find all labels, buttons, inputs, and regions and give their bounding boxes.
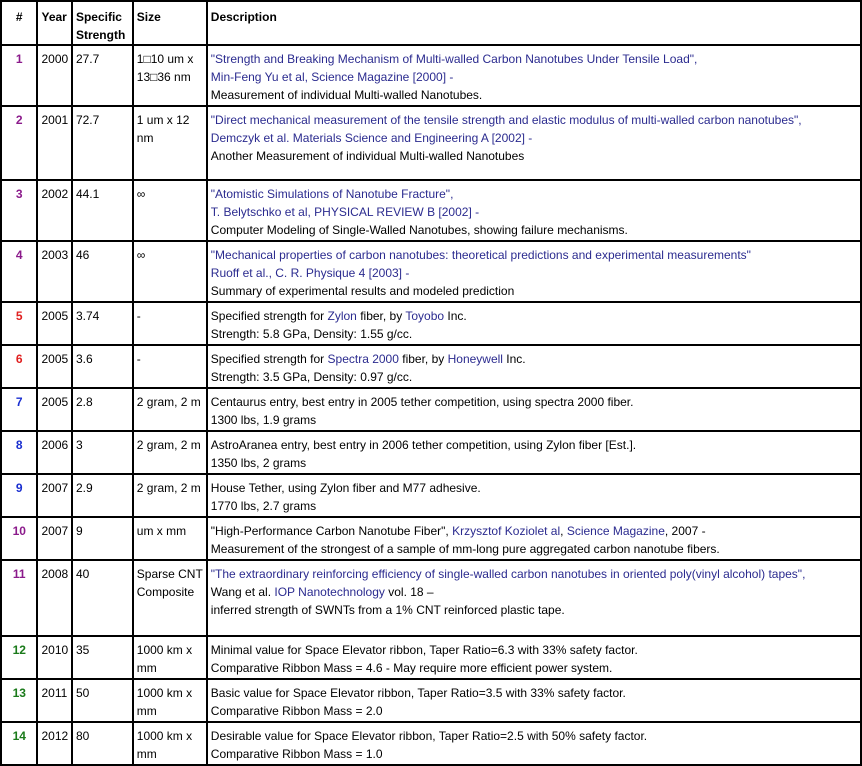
row-size: Sparse CNT Composite [134, 561, 206, 635]
citation-link[interactable]: Ruoff et al., C. R. Physique 4 [2003] - [210, 266, 410, 280]
row-strength: 3.74 [73, 303, 132, 344]
row-description [208, 680, 860, 721]
header-year: Year [38, 2, 70, 44]
table-row [2, 181, 860, 240]
description-text: Computer Modeling of Single-Walled Nanotubes, showing failure mechanisms. [210, 223, 628, 237]
row-number: 13 [2, 680, 36, 721]
row-size: 2 gram, 2 m [134, 475, 206, 516]
description-text: Specified strength for [210, 352, 328, 366]
row-strength: 50 [73, 680, 132, 721]
row-year: 2007 [38, 475, 70, 516]
description-line [211, 307, 857, 325]
citation-link[interactable]: Demczyk et al. Materials Science and Engineering A [2002] - [210, 131, 533, 145]
row-strength: 9 [73, 518, 132, 559]
row-year: 2005 [38, 346, 70, 387]
row-size: ∞ [134, 181, 206, 240]
description-text: vol. 18 – [384, 585, 434, 599]
description-line [211, 350, 857, 368]
citation-link[interactable]: Min-Feng Yu et al, Science Magazine [2000] - [210, 70, 454, 84]
row-strength: 2.8 [73, 389, 132, 430]
row-description [208, 561, 860, 635]
header-size: Size [134, 2, 206, 44]
description-text: "High-Performance Carbon Nanotube Fiber", [210, 524, 453, 538]
description-text: , 2007 - [664, 524, 706, 538]
description-text: Measurement of individual Multi-walled Nanotubes. [210, 88, 483, 102]
journal-link[interactable]: Science Magazine [566, 524, 665, 538]
citation-link[interactable]: T. Belytschko et al, PHYSICAL REVIEW B [2002] - [210, 205, 480, 219]
row-size: 1000 km x mm [134, 680, 206, 721]
row-description [208, 518, 860, 559]
row-strength: 2.9 [73, 475, 132, 516]
manufacturer-link[interactable]: Toyobo [405, 309, 445, 323]
material-link[interactable]: Spectra 2000 [327, 352, 399, 366]
description-text: 1300 lbs, 1.9 grams [210, 413, 317, 427]
row-year: 2010 [38, 637, 70, 678]
paper-title-link[interactable]: "The extraordinary reinforcing efficiency of single-walled carbon nanotubes in oriented poly(vinyl alcohol) tapes", [210, 567, 806, 581]
row-size: 1□10 um x 13□36 nm [134, 46, 206, 105]
table-row [2, 637, 860, 678]
description-text: Comparative Ribbon Mass = 2.0 [210, 704, 383, 718]
row-description [208, 723, 860, 764]
row-year: 2000 [38, 46, 70, 105]
description-text: 1350 lbs, 2 grams [210, 456, 307, 470]
row-description [208, 389, 860, 430]
row-year: 2003 [38, 242, 70, 301]
row-number: 4 [2, 242, 36, 301]
description-line [211, 522, 857, 540]
header-row [2, 2, 860, 44]
table-row [2, 242, 860, 301]
description-text: Wang et al. [210, 585, 275, 599]
author-link[interactable]: Krzysztof Koziolet al [452, 524, 561, 538]
description-text: Desirable value for Space Elevator ribbon, Taper Ratio=2.5 with 50% safety factor. [210, 729, 648, 743]
description-line [211, 583, 857, 601]
row-year: 2001 [38, 107, 70, 179]
description-text: Minimal value for Space Elevator ribbon, Taper Ratio=6.3 with 33% safety factor. [210, 643, 638, 657]
table-row [2, 432, 860, 473]
row-description [208, 432, 860, 473]
header-strength: Specific Strength [73, 2, 132, 44]
row-strength: 46 [73, 242, 132, 301]
description-text: Specified strength for [210, 309, 328, 323]
table-row [2, 561, 860, 635]
description-text: House Tether, using Zylon fiber and M77 adhesive. [210, 481, 481, 495]
description-text: Centaurus entry, best entry in 2005 tether competition, using spectra 2000 fiber. [210, 395, 634, 409]
description-text: , [560, 524, 567, 538]
row-description [208, 475, 860, 516]
row-year: 2011 [38, 680, 70, 721]
row-number: 1 [2, 46, 36, 105]
table-row [2, 346, 860, 387]
description-text: Another Measurement of individual Multi-walled Nanotubes [210, 149, 525, 163]
row-size: - [134, 346, 206, 387]
row-number: 8 [2, 432, 36, 473]
row-description [208, 181, 860, 240]
description-text: 1770 lbs, 2.7 grams [210, 499, 317, 513]
manufacturer-link[interactable]: Honeywell [447, 352, 503, 366]
description-text: Measurement of the strongest of a sample of mm-long pure aggregated carbon nanotube fibers. [210, 542, 720, 556]
row-size: 2 gram, 2 m [134, 389, 206, 430]
description-text: Strength: 5.8 GPa, Density: 1.55 g/cc. [210, 327, 413, 341]
table-row [2, 46, 860, 105]
header-description: Description [208, 2, 860, 44]
row-size: ∞ [134, 242, 206, 301]
description-text: inferred strength of SWNTs from a 1% CNT reinforced plastic tape. [210, 603, 565, 617]
table-row [2, 107, 860, 179]
header-num: # [2, 2, 36, 44]
row-strength: 44.1 [73, 181, 132, 240]
row-number: 14 [2, 723, 36, 764]
row-strength: 3 [73, 432, 132, 473]
row-size: - [134, 303, 206, 344]
description-text: Summary of experimental results and modeled prediction [210, 284, 515, 298]
row-year: 2008 [38, 561, 70, 635]
table-row [2, 518, 860, 559]
row-size: 1000 km x mm [134, 637, 206, 678]
description-text: Comparative Ribbon Mass = 1.0 [210, 747, 383, 761]
row-strength: 80 [73, 723, 132, 764]
description-text: Basic value for Space Elevator ribbon, Taper Ratio=3.5 with 33% safety factor. [210, 686, 626, 700]
row-description [208, 46, 860, 105]
row-number: 6 [2, 346, 36, 387]
paper-title-link[interactable]: "Mechanical properties of carbon nanotubes: theoretical predictions and experimental measurements" [210, 248, 751, 262]
material-link[interactable]: Zylon [327, 309, 357, 323]
row-year: 2012 [38, 723, 70, 764]
row-year: 2007 [38, 518, 70, 559]
table-row [2, 680, 860, 721]
row-description [208, 346, 860, 387]
row-year: 2002 [38, 181, 70, 240]
row-description [208, 242, 860, 301]
row-year: 2006 [38, 432, 70, 473]
description-text: fiber, by [398, 352, 448, 366]
row-number: 2 [2, 107, 36, 179]
description-text: Strength: 3.5 GPa, Density: 0.97 g/cc. [210, 370, 413, 384]
table-row [2, 723, 860, 764]
journal-link[interactable]: IOP Nanotechnology [274, 585, 385, 599]
description-text: Comparative Ribbon Mass = 4.6 - May require more efficient power system. [210, 661, 613, 675]
description-text: AstroAranea entry, best entry in 2006 tether competition, using Zylon fiber [Est.]. [210, 438, 637, 452]
description-text: Inc. [444, 309, 467, 323]
row-number: 3 [2, 181, 36, 240]
paper-title-link[interactable]: "Strength and Breaking Mechanism of Multi-walled Carbon Nanotubes Under Tensile Load", [210, 52, 698, 66]
row-size: 1 um x 12 nm [134, 107, 206, 179]
row-description [208, 303, 860, 344]
table-row [2, 303, 860, 344]
table-row [2, 475, 860, 516]
paper-title-link[interactable]: "Atomistic Simulations of Nanotube Fracture", [210, 187, 454, 201]
row-size: 2 gram, 2 m [134, 432, 206, 473]
row-strength: 35 [73, 637, 132, 678]
description-text: fiber, by [356, 309, 406, 323]
table-row [2, 389, 860, 430]
row-year: 2005 [38, 303, 70, 344]
paper-title-link[interactable]: "Direct mechanical measurement of the tensile strength and elastic modulus of multi-walled carbon nanotubes", [210, 113, 802, 127]
row-number: 12 [2, 637, 36, 678]
row-number: 7 [2, 389, 36, 430]
row-size: 1000 km x mm [134, 723, 206, 764]
row-size: um x mm [134, 518, 206, 559]
row-number: 5 [2, 303, 36, 344]
row-year: 2005 [38, 389, 70, 430]
row-number: 11 [2, 561, 36, 635]
row-number: 10 [2, 518, 36, 559]
row-number: 9 [2, 475, 36, 516]
row-strength: 3.6 [73, 346, 132, 387]
row-strength: 72.7 [73, 107, 132, 179]
row-description [208, 107, 860, 179]
description-text: Inc. [502, 352, 526, 366]
row-strength: 27.7 [73, 46, 132, 105]
row-strength: 40 [73, 561, 132, 635]
row-description [208, 637, 860, 678]
